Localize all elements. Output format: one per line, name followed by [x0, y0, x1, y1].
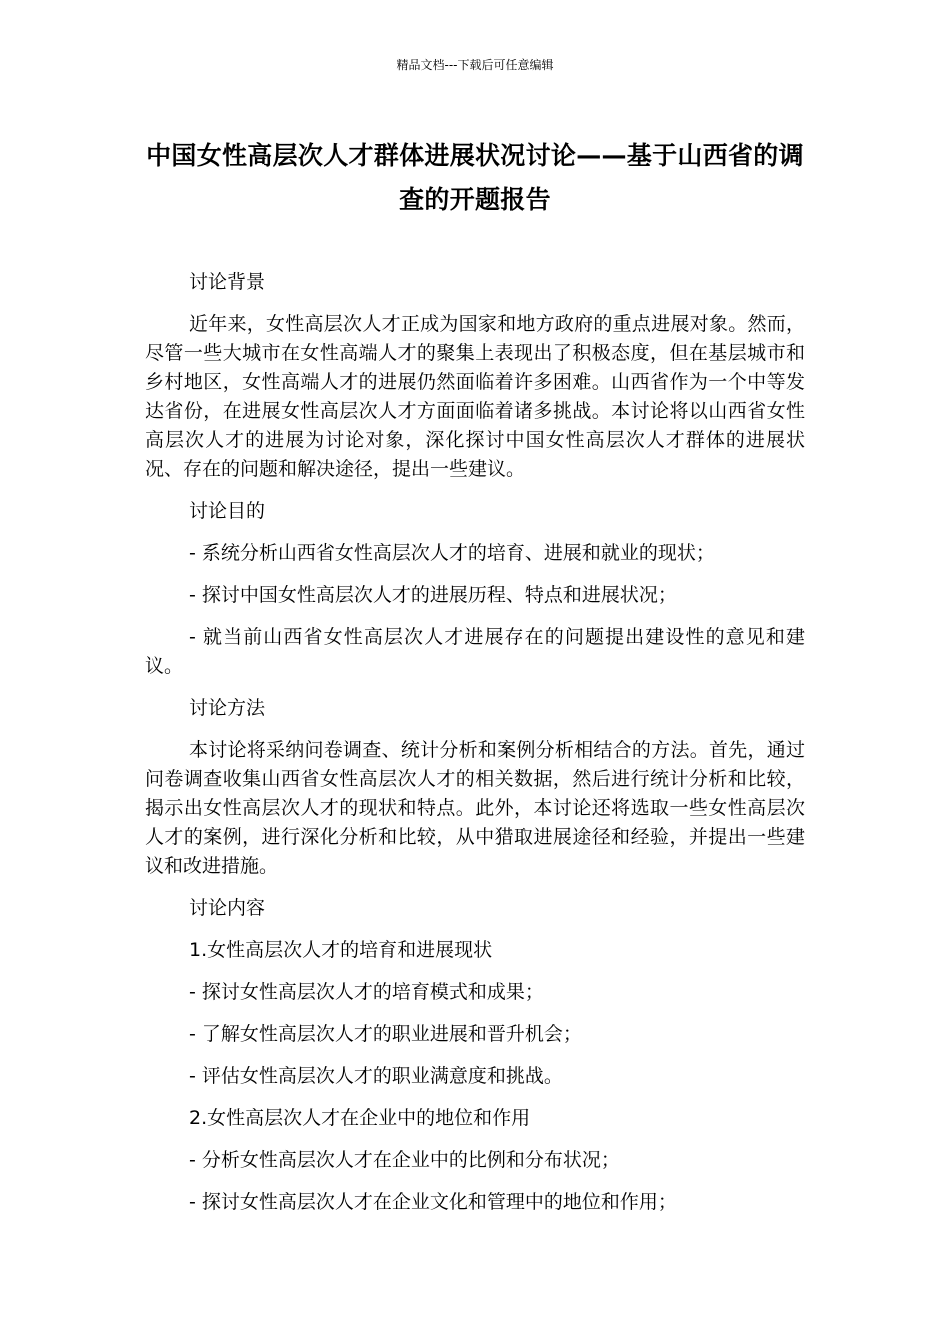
section-heading-method: 讨论方法 — [189, 697, 266, 719]
paragraph-method: 本讨论将采纳问卷调查、统计分析和案例分析相结合的方法。首先，通过问卷调查收集山西省女性高层次人才的相关数据，然后进行统计分析和比较，揭示出女性高层次人才的现状和特点。此外，本讨论还将选取一些女性高层次人才的案例，进行深化分析和比较，从中猎取进展途径和经验，并提出一些建议和改进措施。 — [145, 739, 805, 877]
subheading-content-2: 2.女性高层次人才在企业中的地位和作用 — [189, 1107, 531, 1129]
subheading-content-1: 1.女性高层次人才的培育和进展现状 — [189, 939, 493, 961]
document-body — [145, 268, 805, 1230]
list-item-purpose-2: - 探讨中国女性高层次人才的进展历程、特点和进展状况； — [189, 584, 677, 606]
document-title: 中国女性高层次人才群体进展状况讨论——基于山西省的调查的开题报告 — [146, 141, 804, 214]
list-item-content-1c: - 评估女性高层次人才的职业满意度和挑战。 — [189, 1065, 563, 1087]
header-note: 精品文档---下载后可任意编辑 — [396, 58, 554, 72]
paragraph-background: 近年来，女性高层次人才正成为国家和地方政府的重点进展对象。然而，尽管一些大城市在女性高端人才的聚集上表现出了积极态度，但在基层城市和乡村地区，女性高端人才的进展仍然面临着许多困难。山西省作为一个中等发达省份，在进展女性高层次人才方面面临着诸多挑战。本讨论将以山西省女性高层次人才的进展为讨论对象，深化探讨中国女性高层次人才群体的进展状况、存在的问题和解决途径，提出一些建议。 — [145, 313, 805, 480]
list-item-purpose-3: - 就当前山西省女性高层次人才进展存在的问题提出建设性的意见和建议。 — [145, 626, 805, 677]
list-item-content-1a: - 探讨女性高层次人才的培育模式和成果； — [189, 981, 544, 1003]
section-heading-purpose: 讨论目的 — [189, 500, 266, 522]
section-heading-content: 讨论内容 — [189, 897, 266, 919]
list-item-content-2a: - 分析女性高层次人才在企业中的比例和分布状况； — [189, 1149, 620, 1171]
section-heading-background: 讨论背景 — [189, 271, 266, 293]
list-item-content-2b: - 探讨女性高层次人才在企业文化和管理中的地位和作用； — [189, 1191, 677, 1213]
list-item-purpose-1: - 系统分析山西省女性高层次人才的培育、进展和就业的现状； — [189, 542, 715, 564]
list-item-content-1b: - 了解女性高层次人才的职业进展和晋升机会； — [189, 1023, 582, 1045]
